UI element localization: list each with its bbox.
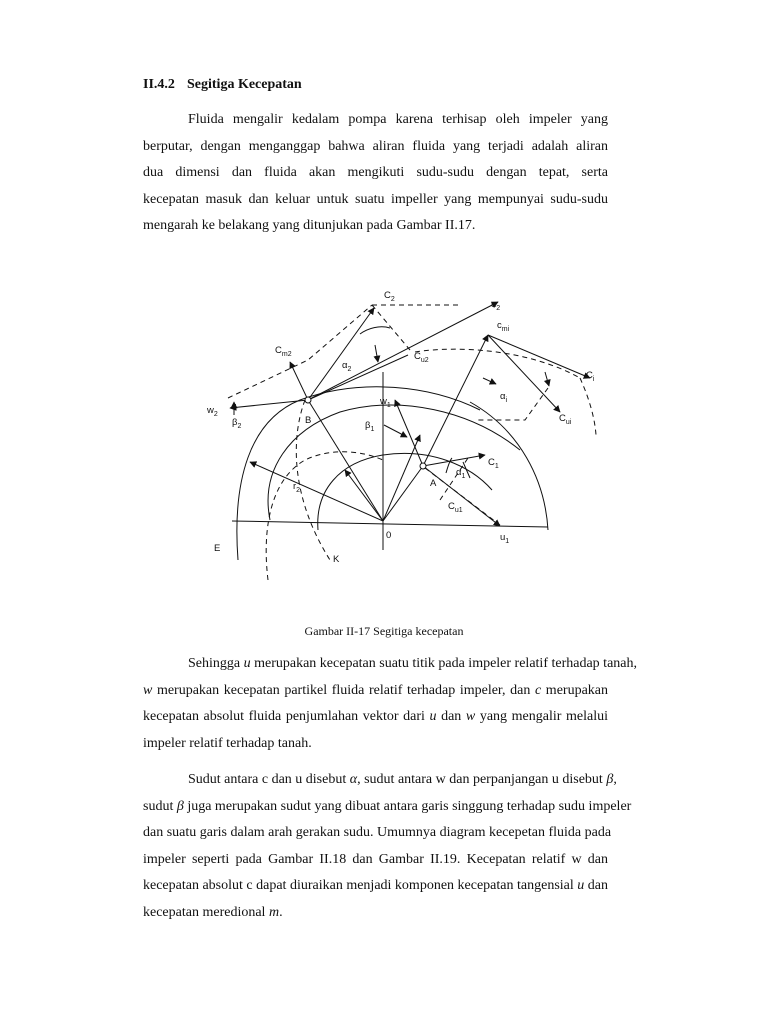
- paragraph-line: [143, 767, 617, 794]
- label-origin: 0: [386, 530, 392, 541]
- paragraph-line: [143, 651, 637, 678]
- label-r2: $r_2$: [293, 481, 301, 494]
- text-run: .: [279, 904, 283, 920]
- paragraph-line: mengarah ke belakang yang ditunjukan pada Gambar II.17.: [143, 218, 476, 233]
- label-b: B: [305, 415, 312, 426]
- symbol-w: w: [143, 682, 153, 698]
- label-cu2: $C_{u2}$: [414, 351, 429, 364]
- symbol-u: u: [243, 656, 251, 671]
- text-run: Sudut antara c dan u disebut: [188, 772, 350, 787]
- text-run: , sudut antara w dan perpanjangan u disebut: [357, 772, 607, 787]
- text-run: juga merupakan sudut yang dibuat antara garis singgung terhadap sudu impeler: [183, 798, 632, 814]
- paragraph-line: dan suatu garis dalam arah gerakan sudu. Umumnya diagram kecepetan fluida pada: [143, 825, 612, 840]
- vector-w2: [230, 400, 308, 408]
- alpha2-mark: [375, 345, 378, 362]
- label-ci: $C_i$: [586, 370, 595, 383]
- paragraph-line: [143, 678, 608, 705]
- alpha2-arc: [360, 327, 390, 334]
- point-a: [420, 463, 426, 469]
- vector-ci: [488, 335, 590, 378]
- alphai-mark: [483, 378, 496, 384]
- label-e: E: [214, 543, 221, 554]
- radius-inner: [345, 470, 383, 521]
- text-run: dan: [436, 709, 466, 724]
- vector-cm2: [290, 362, 308, 400]
- label-beta2: $\beta_2$: [232, 417, 242, 430]
- label-alphai: $\alpha_i$: [500, 391, 508, 404]
- text-run: yang mengalir melalui: [475, 709, 608, 724]
- section-number: II.4.2: [143, 77, 175, 92]
- text-run: kecepatan absolut c dapat diuraikan menjadi komponen kecepatan tangensial: [143, 878, 578, 893]
- paragraph-line: berputar, dengan menganggap bahwa aliran fluida yang terjadi adalah aliran: [143, 138, 608, 154]
- label-alpha2: $\alpha_2$: [342, 360, 352, 373]
- label-c2: $C_2$: [384, 290, 395, 303]
- radius-ob: [308, 400, 383, 521]
- triangle-dash-cui: [478, 388, 548, 420]
- paragraph-line: [143, 873, 608, 900]
- ci-mark: [545, 372, 549, 386]
- symbol-beta: β: [606, 772, 614, 787]
- text-run: Sehingga: [188, 656, 244, 671]
- figure-caption: Gambar II-17 Segitiga kecepatan: [304, 624, 464, 638]
- vector-u2: [308, 302, 498, 400]
- paragraph-definitions: [143, 651, 637, 757]
- symbol-c: c: [534, 682, 542, 698]
- symbol-beta: β: [176, 798, 184, 814]
- text-run: kecepatan meredional: [143, 904, 269, 920]
- text-run: merupakan kecepatan suatu titik pada impeler relatif terhadap tanah,: [250, 656, 637, 671]
- label-cu1: $C_{u1}$: [448, 501, 463, 514]
- paragraph-line: impeler relatif terhadap tanah.: [143, 735, 312, 751]
- paragraph-line: [143, 704, 608, 731]
- vector-cmi: [423, 335, 488, 466]
- section-title: Segitiga Kecepatan: [187, 77, 302, 92]
- paragraph-line: dua dimensi dan fluida akan mengikuti sudu-sudu dengan tepat, serta: [143, 165, 608, 180]
- vector-c2: [308, 308, 374, 400]
- triangle-dash-ci: [580, 378, 596, 435]
- paragraph-line: [143, 900, 608, 927]
- paragraph-line: impeler seperti pada Gambar II.18 dan Gambar II.19. Kecepatan relatif w dan: [143, 851, 608, 867]
- vector-cu2: [308, 355, 408, 400]
- text-run: merupakan: [541, 682, 608, 698]
- label-beta1: $\beta_1$: [365, 420, 375, 433]
- label-w2: $w_2$: [207, 405, 218, 418]
- outer-arc: [237, 387, 480, 560]
- paragraph-angles: [143, 767, 632, 926]
- symbol-u: u: [429, 709, 437, 724]
- radius-r2: [250, 462, 383, 521]
- symbol-w: w: [465, 709, 476, 724]
- label-k: K: [333, 554, 340, 565]
- label-w1: $w_1$: [380, 396, 391, 409]
- label-c1: $C_1$: [488, 457, 499, 470]
- right-arc: [470, 402, 548, 530]
- text-run: merupakan kecepatan partikel fluida relatif terhadap impeler, dan: [152, 682, 535, 698]
- text-run: sudut: [143, 798, 177, 814]
- text-run: ,: [613, 772, 617, 787]
- symbol-m: m: [268, 904, 280, 920]
- text-run: kecepatan absolut fluida penjumlahan vektor dari: [143, 709, 430, 724]
- paragraph-line: kecepatan masuk dan keluar untuk suatu impeller yang mempunyai sudu-sudu: [143, 191, 608, 207]
- blade-curve: [296, 400, 330, 560]
- beta1-mark: [384, 425, 407, 437]
- paragraph-line: [143, 794, 632, 821]
- text-run: dan: [584, 878, 609, 893]
- label-cui: $C_{ui}$: [559, 413, 572, 426]
- label-u2: $u_2$: [491, 299, 501, 312]
- label-u1: $u_1$: [500, 532, 510, 545]
- vector-cui: [488, 335, 560, 412]
- label-cm2: $C_{m2}$: [275, 345, 292, 358]
- symbol-alpha: α: [349, 772, 358, 787]
- paragraph-line: Fluida mengalir kedalam pompa karena terhisap oleh impeler yang: [188, 112, 608, 127]
- label-alpha1: $\alpha_1$: [456, 467, 466, 480]
- baseline: [232, 521, 548, 527]
- label-a: A: [430, 478, 437, 489]
- point-b: [305, 397, 311, 403]
- label-cmi: $c_{mi}$: [497, 320, 510, 333]
- symbol-u: u: [577, 878, 585, 893]
- blade-curve-2: [266, 452, 383, 580]
